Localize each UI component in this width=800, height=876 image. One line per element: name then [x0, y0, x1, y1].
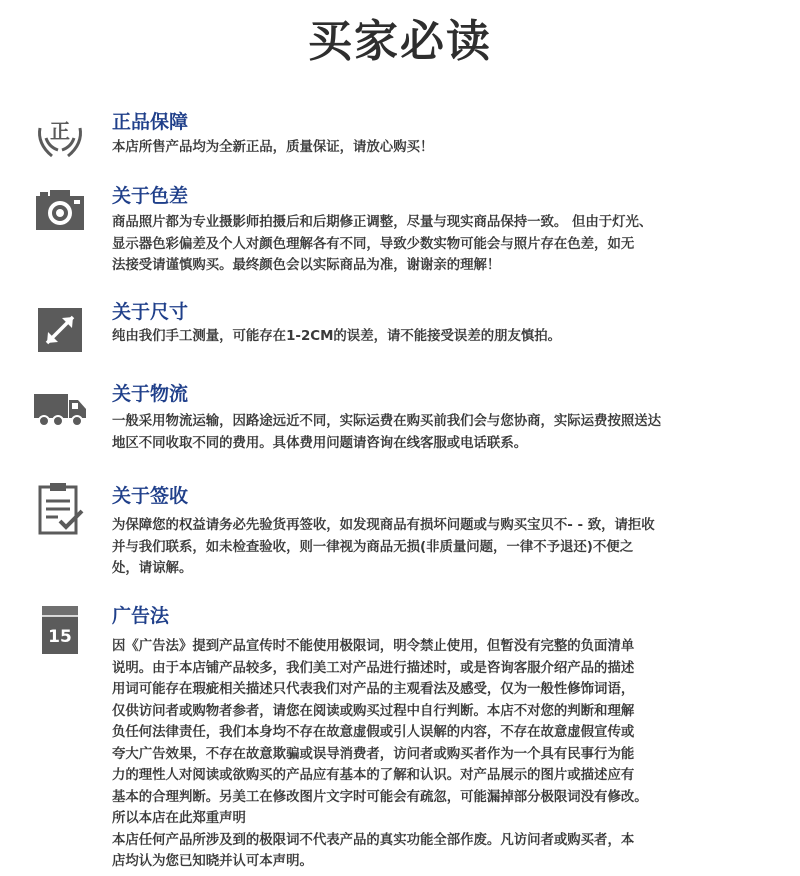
genuine-hands-icon	[32, 108, 88, 164]
section-line: 负任何法律责任，我们本身均不存在故意虚假或引人误解的内容，不存在故意虚假宣传或	[112, 725, 635, 740]
camera-icon	[32, 182, 88, 238]
section-heading: 正品保障	[112, 111, 189, 133]
section-body	[112, 411, 752, 454]
section-line: 为保障您的权益请务必先验货再签收，如发现商品有损坏问题或与购买宝贝不- - 致，请拒收	[112, 518, 655, 533]
section-line: 一般采用物流运输，因路途远近不同，实际运费在购买前我们会与您协商，实际运费按照送达	[112, 414, 662, 429]
section-line: 用词可能存在瑕疵相关描述只代表我们对产品的主观看法及感受，仅为一般性修饰词语，	[112, 682, 635, 697]
section-body	[112, 137, 752, 159]
section-line: 本店任何产品所涉及到的极限词不代表产品的真实功能全部作废。凡访问者或购买者，本	[112, 832, 635, 848]
section-line: 法接受请谨慎购买。最终颜色会以实际商品为准，谢谢亲的理解！	[112, 258, 501, 273]
section-line: 显示器色彩偏差及个人对颜色理解各有不同，导致少数实物可能会与照片存在色差，如无	[112, 236, 635, 252]
section-line: 处，请谅解。	[112, 561, 193, 576]
section-line: 纯由我们手工测量，可能存在1-2CM的误差，请不能接受误差的朋友慎拍。	[112, 329, 562, 344]
section-heading: 关于色差	[112, 185, 189, 207]
clipboard-check-icon	[32, 481, 88, 537]
section-line: 地区不同收取不同的费用。具体费用问题请咨询在线客服或电话联系。	[112, 435, 528, 451]
section-body	[112, 326, 752, 348]
section-line: 夸大广告效果，不存在故意欺骗或误导消费者，访问者或购买者作为一个具有民事行为能	[112, 746, 635, 762]
section-body	[112, 636, 752, 873]
page-title: 买家必读	[308, 16, 492, 67]
section-body	[112, 515, 752, 580]
section-line: 并与我们联系，如未检查验收，则一律视为商品无损(非质量问题，一律不予退还)不便之	[112, 539, 634, 555]
truck-icon	[32, 380, 88, 436]
section-body	[112, 212, 752, 277]
section-line: 说明。由于本店铺产品较多，我们美工对产品进行描述时，或是咨询客服介绍产品的描述	[112, 660, 635, 676]
section-line: 本店所售产品均为全新正品，质量保证，请放心购买！	[112, 140, 434, 155]
section-heading: 关于签收	[112, 485, 189, 507]
section-heading: 广告法	[112, 605, 170, 627]
section-line: 力的理性人对阅读或欲购买的产品应有基本的了解和认识。对产品展示的图片或描述应有	[112, 768, 635, 783]
section-line: 店均认为您已知晓并认可本声明。	[112, 854, 313, 869]
calendar-15-icon	[32, 602, 88, 658]
section-line: 基本的合理判断。另美工在修改图片文字时可能会有疏忽，可能漏掉部分极限词没有修改。	[112, 789, 648, 805]
calendar-icon-text: 15	[48, 627, 72, 647]
section-line: 因《广告法》提到产品宣传时不能使用极限词，明令禁止使用，但暂没有完整的负面清单	[112, 639, 635, 654]
resize-arrow-icon	[32, 302, 88, 358]
section-line: 商品照片都为专业摄影师拍摄后和后期修正调整，尽量与现实商品保持一致。 但由于灯光、	[112, 215, 653, 230]
section-heading: 关于尺寸	[112, 301, 189, 323]
section-line: 所以本店在此郑重声明	[112, 811, 246, 826]
genuine-icon-text: 正	[50, 119, 70, 143]
section-heading: 关于物流	[112, 383, 189, 405]
section-line: 仅供访问者或购物者参者，请您在阅读或购买过程中自行判断。本店不对您的判断和理解	[112, 703, 635, 719]
